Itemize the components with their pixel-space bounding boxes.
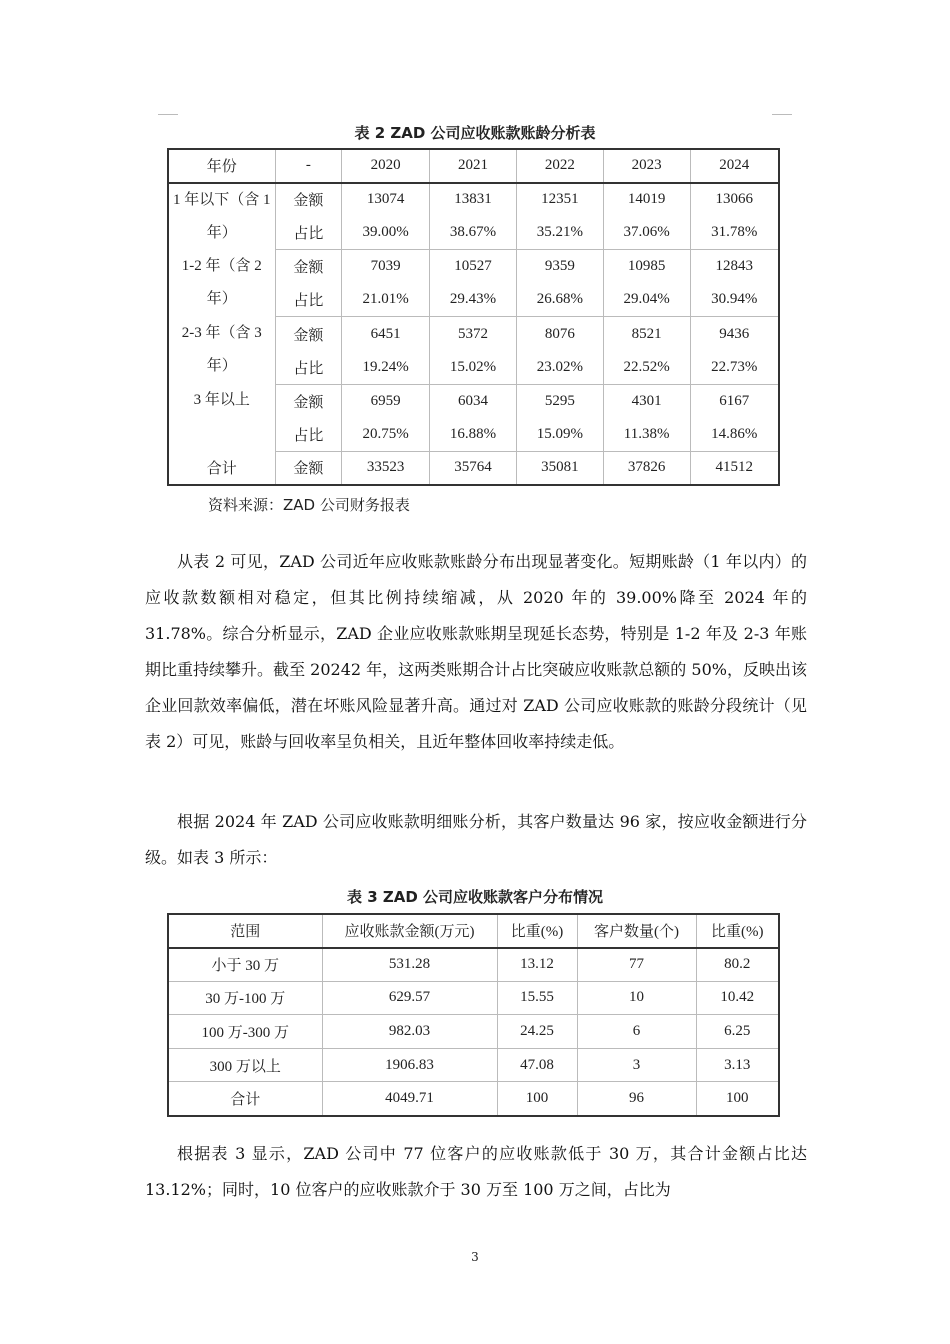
value-cell: 96 bbox=[577, 1082, 696, 1116]
header-cell: 2023 bbox=[603, 149, 690, 183]
value-cell: 37.06% bbox=[603, 216, 690, 250]
header-cell: - bbox=[275, 149, 342, 183]
body-paragraph: 从表 2 可见，ZAD 公司近年应收账款账龄分布出现显著变化。短期账龄（1 年以内）的应收款数额相对稳定，但其比例持续缩减，从 2020 年的 39.00%降至 2024 年的 31.78%。综合分析显示，ZAD 企业应收账款账期呈现延长态势，特别是 1-2 年及 2-3 年账期比重持续攀升。截至 20242 年，这两类账期合计占比突破应收账款总额的 50%，反映出该企业回款效率偏低，潜在坏账风险显著升高。通过对 ZAD 公司应收账款的账龄分段统计（见表 2）可见，账龄与回收率呈负相关，且近年整体回收率持续走低。 bbox=[145, 552, 807, 751]
range-cell: 100 万-300 万 bbox=[168, 1015, 322, 1049]
value-cell: 26.68% bbox=[516, 283, 603, 317]
value-cell: 4049.71 bbox=[322, 1082, 497, 1116]
aging-group-label: 1-2 年（含 2 年） bbox=[168, 250, 275, 317]
value-cell: 13066 bbox=[715, 191, 754, 208]
value-cell: 13831 bbox=[430, 183, 517, 217]
row-type-cell: 占比 bbox=[275, 351, 342, 385]
header-cell: 年份 bbox=[168, 149, 275, 183]
value-cell: 35.21% bbox=[516, 216, 603, 250]
value-cell: 982.03 bbox=[322, 1015, 497, 1049]
value-cell: 24.25 bbox=[497, 1015, 577, 1049]
value-cell: 29.04% bbox=[603, 283, 690, 317]
body-paragraph: 根据 2024 年 ZAD 公司应收账款明细账分析，其客户数量达 96 家，按应收金额进行分级。如表 3 所示： bbox=[145, 812, 807, 867]
value-cell: 9359 bbox=[516, 250, 603, 284]
crop-mark-right bbox=[772, 114, 792, 115]
crop-mark-left bbox=[158, 114, 178, 115]
value-cell: 41512 bbox=[715, 459, 754, 476]
value-cell: 6.25 bbox=[696, 1015, 779, 1049]
row-type-cell: 占比 bbox=[275, 216, 342, 250]
row-type-cell: 金额 bbox=[275, 250, 342, 284]
value-cell: 15.09% bbox=[516, 418, 603, 452]
value-cell: 12843 bbox=[715, 258, 754, 275]
value-cell: 6034 bbox=[430, 384, 517, 418]
value-cell: 531.28 bbox=[322, 948, 497, 982]
customer-distribution-table bbox=[167, 913, 780, 1117]
header-cell: 2022 bbox=[516, 149, 603, 183]
value-cell: 8521 bbox=[603, 317, 690, 351]
value-cell: 77 bbox=[577, 948, 696, 982]
value-cell: 14019 bbox=[603, 183, 690, 217]
value-cell: 35764 bbox=[430, 451, 517, 485]
header-cell: 比重(%) bbox=[497, 914, 577, 948]
value-cell: 13074 bbox=[342, 183, 430, 217]
aging-group-label: 2-3 年（含 3 年） bbox=[168, 317, 275, 384]
table2-caption: 表 2 ZAD 公司应收账款账龄分析表 bbox=[354, 124, 596, 142]
table-row bbox=[168, 317, 779, 351]
value-cell: 10 bbox=[577, 981, 696, 1015]
value-cell: 16.88% bbox=[430, 418, 517, 452]
range-cell: 小于 30 万 bbox=[168, 948, 322, 982]
value-cell: 3.13 bbox=[696, 1048, 779, 1082]
value-cell: 37826 bbox=[603, 451, 690, 485]
value-cell: 10.42 bbox=[696, 981, 779, 1015]
table-header-row bbox=[168, 914, 779, 948]
header-cell: 应收账款金额(万元) bbox=[322, 914, 497, 948]
total-label: 合计 bbox=[168, 451, 275, 485]
header-cell: 2021 bbox=[430, 149, 517, 183]
value-cell: 23.02% bbox=[516, 351, 603, 385]
value-cell: 100 bbox=[696, 1082, 779, 1116]
value-cell: 3 bbox=[577, 1048, 696, 1082]
value-cell: 30.94% bbox=[690, 283, 779, 317]
value-cell: 629.57 bbox=[322, 981, 497, 1015]
value-cell: 15.55 bbox=[497, 981, 577, 1015]
value-cell: 6959 bbox=[342, 384, 430, 418]
table-row bbox=[168, 981, 779, 1015]
value-cell: 12351 bbox=[516, 183, 603, 217]
value-cell: 8076 bbox=[516, 317, 603, 351]
value-cell: 20.75% bbox=[342, 418, 430, 452]
row-type-cell: 占比 bbox=[275, 418, 342, 452]
value-cell: 13.12 bbox=[497, 948, 577, 982]
range-cell: 合计 bbox=[168, 1082, 322, 1116]
header-cell: 2024 bbox=[690, 149, 779, 183]
header-cell: 客户数量(个) bbox=[577, 914, 696, 948]
total-row bbox=[168, 1082, 779, 1116]
body-paragraph: 根据表 3 显示，ZAD 公司中 77 位客户的应收账款低于 30 万，其合计金额占比达 13.12%；同时，10 位客户的应收账款介于 30 万至 100 万之间，占比为 bbox=[145, 1144, 807, 1199]
table3-caption: 表 3 ZAD 公司应收账款客户分布情况 bbox=[346, 888, 604, 906]
aging-group-label: 1 年以下（含 1 年） bbox=[168, 183, 275, 250]
value-cell: 22.73% bbox=[690, 351, 779, 385]
range-cell: 300 万以上 bbox=[168, 1048, 322, 1082]
header-cell: 范围 bbox=[168, 914, 322, 948]
value-cell: 38.67% bbox=[430, 216, 517, 250]
value-cell: 35081 bbox=[516, 451, 603, 485]
value-cell: 33523 bbox=[342, 451, 430, 485]
table-row bbox=[168, 250, 779, 284]
aging-analysis-table bbox=[167, 148, 780, 486]
value-cell: 14.86% bbox=[690, 418, 779, 452]
row-type-cell: 金额 bbox=[275, 451, 342, 485]
row-type-cell: 金额 bbox=[275, 183, 342, 217]
value-cell: 21.01% bbox=[342, 283, 430, 317]
value-cell: 100 bbox=[497, 1082, 577, 1116]
header-cell: 2020 bbox=[342, 149, 430, 183]
table-row bbox=[168, 948, 779, 982]
value-cell: 10527 bbox=[430, 250, 517, 284]
value-cell: 1906.83 bbox=[322, 1048, 497, 1082]
row-type-cell: 金额 bbox=[275, 317, 342, 351]
value-cell: 10985 bbox=[603, 250, 690, 284]
row-type-cell: 金额 bbox=[275, 384, 342, 418]
value-cell: 7039 bbox=[342, 250, 430, 284]
value-cell: 5372 bbox=[430, 317, 517, 351]
value-cell: 80.2 bbox=[696, 948, 779, 982]
value-cell: 9436 bbox=[719, 325, 750, 342]
value-cell: 6451 bbox=[342, 317, 430, 351]
value-cell: 4301 bbox=[603, 384, 690, 418]
value-cell: 39.00% bbox=[342, 216, 430, 250]
value-cell: 15.02% bbox=[430, 351, 517, 385]
table-header-row bbox=[168, 149, 779, 183]
page-number: 3 bbox=[471, 1250, 479, 1264]
table-row bbox=[168, 1015, 779, 1049]
table-row bbox=[168, 183, 779, 217]
value-cell: 31.78% bbox=[690, 216, 779, 250]
table-row bbox=[168, 384, 779, 418]
value-cell: 6 bbox=[577, 1015, 696, 1049]
header-cell: 比重(%) bbox=[696, 914, 779, 948]
table-row bbox=[168, 1048, 779, 1082]
value-cell: 19.24% bbox=[342, 351, 430, 385]
value-cell: 6167 bbox=[719, 392, 750, 409]
total-row bbox=[168, 451, 779, 485]
row-type-cell: 占比 bbox=[275, 283, 342, 317]
value-cell: 47.08 bbox=[497, 1048, 577, 1082]
value-cell: 22.52% bbox=[603, 351, 690, 385]
range-cell: 30 万-100 万 bbox=[168, 981, 322, 1015]
value-cell: 29.43% bbox=[430, 283, 517, 317]
table2-source-note: 资料来源：ZAD 公司财务报表 bbox=[208, 496, 410, 514]
value-cell: 5295 bbox=[516, 384, 603, 418]
value-cell: 11.38% bbox=[603, 418, 690, 452]
aging-group-label: 3 年以上 bbox=[168, 384, 275, 451]
